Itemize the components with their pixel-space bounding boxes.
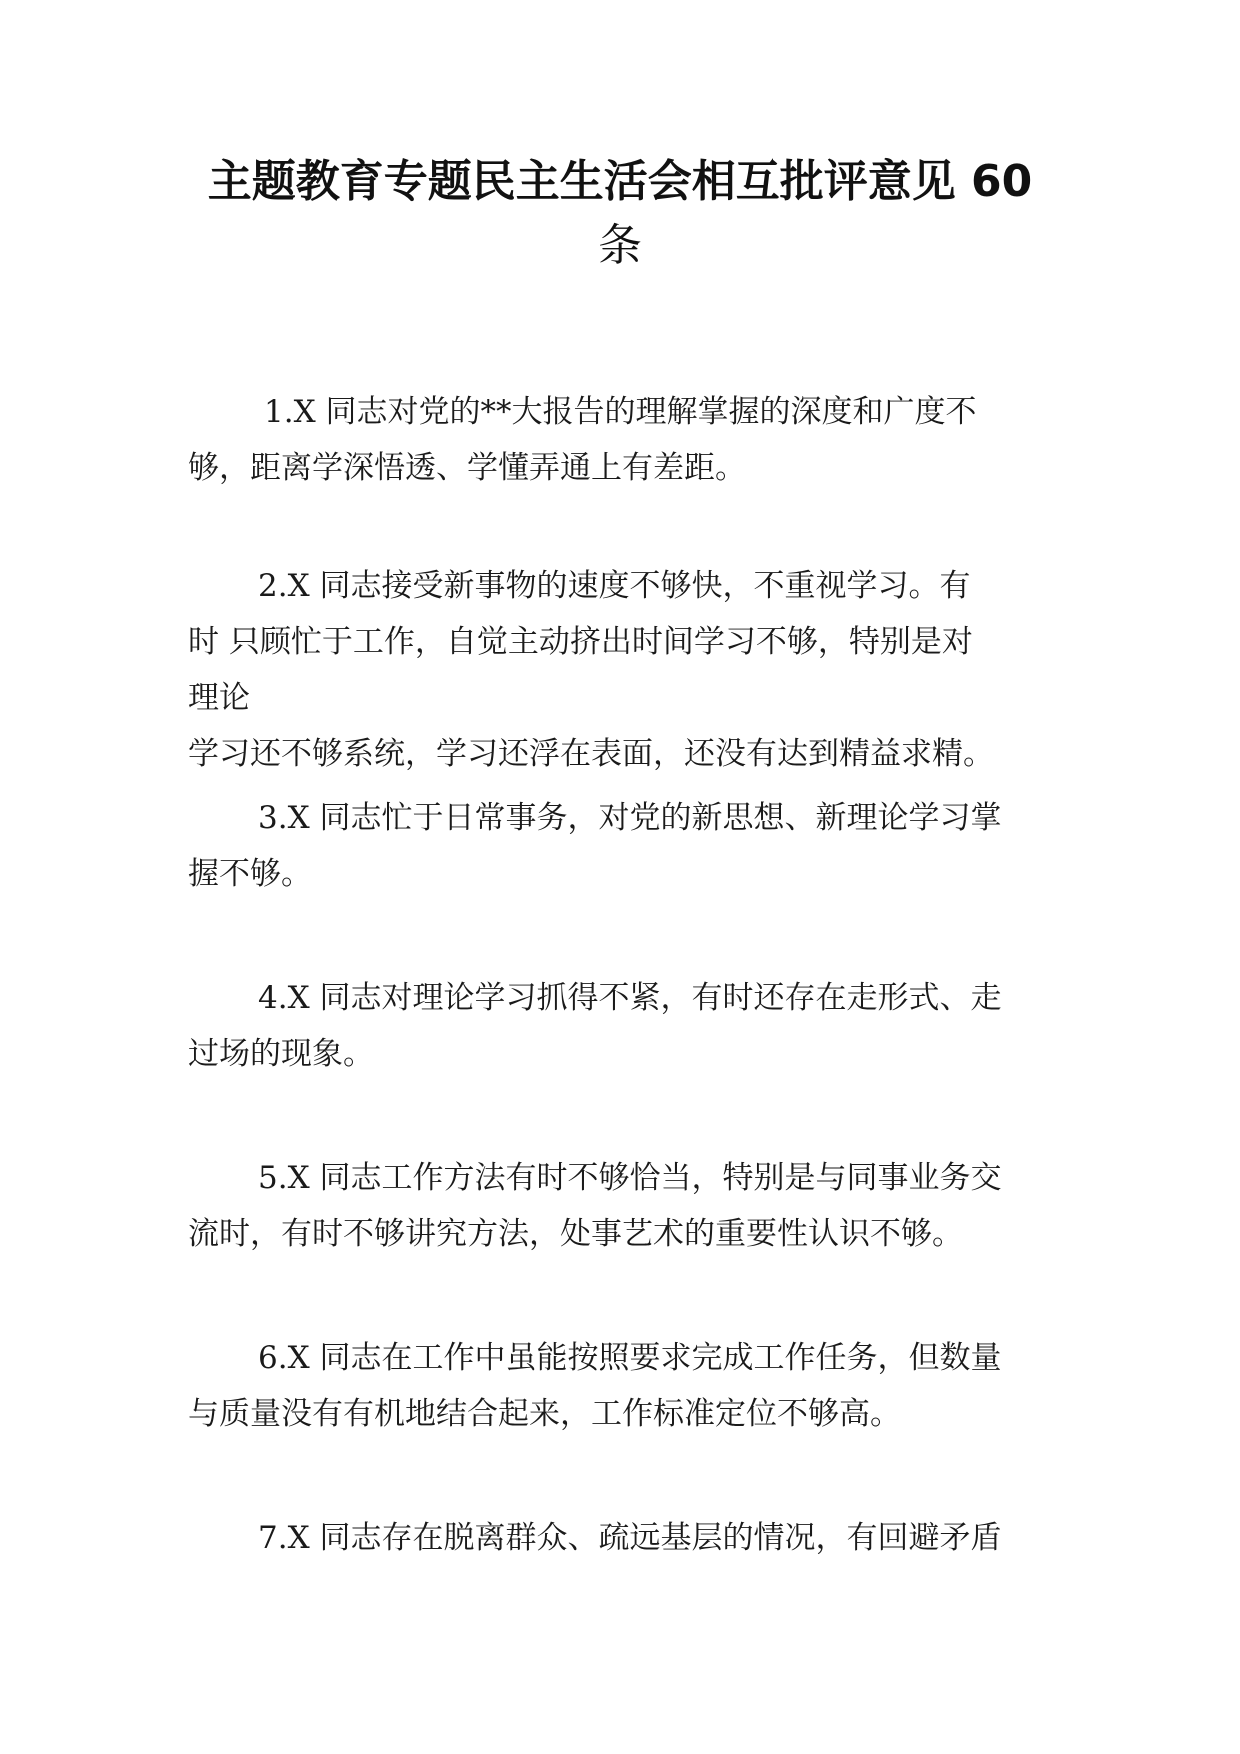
paragraph-line: 时 只顾忙于工作，自觉主动挤出时间学习不够，特别是对	[188, 624, 973, 660]
document-title	[150, 150, 1090, 278]
paragraph-line: 流时，有时不够讲究方法，处事艺术的重要性认识不够。	[188, 1216, 963, 1252]
paragraph-line: 握不够。	[188, 856, 312, 892]
paragraph-line: 理论	[188, 680, 250, 716]
paragraph-3	[188, 790, 1058, 902]
paragraph-2	[188, 558, 1058, 782]
paragraph-line: 7.X 同志存在脱离群众、疏远基层的情况，有回避矛盾	[258, 1520, 1002, 1556]
paragraph-line: 与质量没有有机地结合起来，工作标准定位不够高。	[188, 1396, 901, 1432]
paragraph-line: 5.X 同志工作方法有时不够恰当，特别是与同事业务交	[258, 1160, 1002, 1196]
paragraph-line: 学习还不够系统，学习还浮在表面，还没有达到精益求精。	[188, 736, 994, 772]
paragraph-7	[188, 1510, 1058, 1566]
paragraph-5	[188, 1150, 1058, 1262]
paragraph-line: 过场的现象。	[188, 1036, 374, 1072]
paragraph-line: 3.X 同志忙于日常事务，对党的新思想、新理论学习掌	[258, 800, 1002, 836]
paragraph-line: 4.X 同志对理论学习抓得不紧，有时还存在走形式、走	[258, 980, 1002, 1016]
paragraph-line: 够，距离学深悟透、学懂弄通上有差距。	[188, 450, 746, 486]
paragraph-6	[188, 1330, 1058, 1442]
paragraph-line: 1.X 同志对党的**大报告的理解掌握的深度和广度不	[264, 394, 977, 430]
paragraph-4	[188, 970, 1058, 1082]
title-line-2: 条	[598, 220, 642, 271]
paragraph-1	[188, 384, 1058, 496]
paragraph-line: 2.X 同志接受新事物的速度不够快，不重视学习。有	[258, 568, 971, 604]
paragraph-line: 6.X 同志在工作中虽能按照要求完成工作任务，但数量	[258, 1340, 1002, 1376]
title-line-1: 主题教育专题民主生活会相互批评意见 60	[207, 156, 1033, 207]
